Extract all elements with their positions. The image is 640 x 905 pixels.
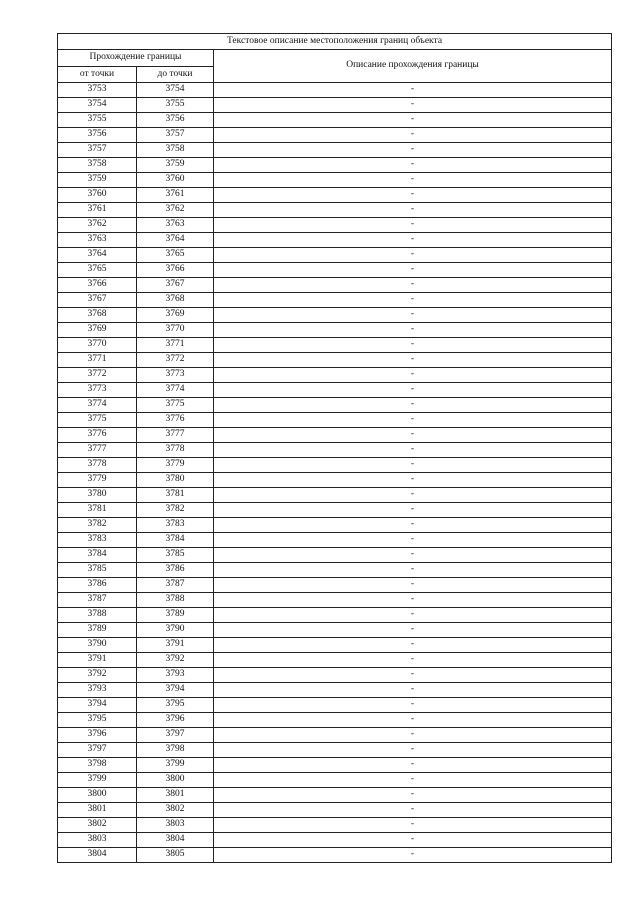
table-row: [58, 518, 612, 533]
cell-description: -: [214, 428, 612, 443]
table-row: [58, 698, 612, 713]
cell-from-point: 3793: [58, 683, 137, 698]
cell-from-point: 3774: [58, 398, 137, 413]
table-row: [58, 263, 612, 278]
cell-from-point: 3757: [58, 143, 137, 158]
cell-description: -: [214, 803, 612, 818]
table-row: [58, 818, 612, 833]
cell-to-point: 3758: [137, 143, 214, 158]
cell-from-point: 3801: [58, 803, 137, 818]
cell-from-point: 3766: [58, 278, 137, 293]
cell-description: -: [214, 368, 612, 383]
cell-from-point: 3778: [58, 458, 137, 473]
table-title: Текстовое описание местоположения границ объекта: [58, 34, 612, 50]
cell-from-point: 3765: [58, 263, 137, 278]
cell-from-point: 3786: [58, 578, 137, 593]
cell-description: -: [214, 578, 612, 593]
cell-from-point: 3781: [58, 503, 137, 518]
cell-from-point: 3760: [58, 188, 137, 203]
cell-to-point: 3805: [137, 848, 214, 863]
cell-from-point: 3770: [58, 338, 137, 353]
table-row: [58, 578, 612, 593]
cell-to-point: 3769: [137, 308, 214, 323]
table-row: [58, 833, 612, 848]
cell-description: -: [214, 338, 612, 353]
cell-from-point: 3789: [58, 623, 137, 638]
table-row: [58, 503, 612, 518]
table-row: [58, 128, 612, 143]
cell-description: -: [214, 758, 612, 773]
cell-from-point: 3785: [58, 563, 137, 578]
cell-from-point: 3790: [58, 638, 137, 653]
cell-from-point: 3798: [58, 758, 137, 773]
cell-from-point: 3776: [58, 428, 137, 443]
cell-description: -: [214, 833, 612, 848]
cell-from-point: 3768: [58, 308, 137, 323]
cell-to-point: 3755: [137, 98, 214, 113]
table-row: [58, 548, 612, 563]
table-row: [58, 338, 612, 353]
column-header-from-point: от точки: [58, 67, 137, 83]
cell-to-point: 3799: [137, 758, 214, 773]
cell-description: -: [214, 248, 612, 263]
cell-from-point: 3797: [58, 743, 137, 758]
cell-to-point: 3760: [137, 173, 214, 188]
cell-to-point: 3754: [137, 83, 214, 98]
cell-to-point: 3789: [137, 608, 214, 623]
table-row: [58, 653, 612, 668]
cell-to-point: 3785: [137, 548, 214, 563]
table-row: [58, 788, 612, 803]
table-row: [58, 323, 612, 338]
cell-description: -: [214, 653, 612, 668]
table-row: [58, 563, 612, 578]
cell-from-point: 3792: [58, 668, 137, 683]
table-row: [58, 743, 612, 758]
cell-description: -: [214, 563, 612, 578]
cell-to-point: 3759: [137, 158, 214, 173]
cell-description: -: [214, 83, 612, 98]
table-row: [58, 533, 612, 548]
cell-to-point: 3801: [137, 788, 214, 803]
cell-to-point: 3796: [137, 713, 214, 728]
cell-description: -: [214, 398, 612, 413]
cell-to-point: 3767: [137, 278, 214, 293]
table-row: [58, 428, 612, 443]
group-header-boundary-passage: Прохождение границы: [58, 50, 214, 67]
cell-description: -: [214, 728, 612, 743]
cell-from-point: 3753: [58, 83, 137, 98]
table-body: [58, 83, 612, 863]
cell-description: -: [214, 713, 612, 728]
cell-to-point: 3756: [137, 113, 214, 128]
cell-description: -: [214, 128, 612, 143]
table-row: [58, 83, 612, 98]
cell-to-point: 3804: [137, 833, 214, 848]
table-row: [58, 608, 612, 623]
cell-from-point: 3791: [58, 653, 137, 668]
table-row: [58, 113, 612, 128]
cell-from-point: 3759: [58, 173, 137, 188]
cell-description: -: [214, 173, 612, 188]
cell-from-point: 3762: [58, 218, 137, 233]
table-row: [58, 173, 612, 188]
cell-to-point: 3795: [137, 698, 214, 713]
cell-to-point: 3798: [137, 743, 214, 758]
cell-to-point: 3794: [137, 683, 214, 698]
cell-description: -: [214, 848, 612, 863]
table-row: [58, 368, 612, 383]
cell-description: -: [214, 263, 612, 278]
cell-to-point: 3792: [137, 653, 214, 668]
table-row: [58, 248, 612, 263]
table-row: [58, 353, 612, 368]
cell-description: -: [214, 323, 612, 338]
cell-from-point: 3783: [58, 533, 137, 548]
cell-from-point: 3773: [58, 383, 137, 398]
cell-description: -: [214, 668, 612, 683]
cell-description: -: [214, 98, 612, 113]
table-row: [58, 488, 612, 503]
cell-from-point: 3777: [58, 443, 137, 458]
table-row: [58, 218, 612, 233]
table-row: [58, 668, 612, 683]
cell-to-point: 3779: [137, 458, 214, 473]
table-row: [58, 593, 612, 608]
cell-description: -: [214, 593, 612, 608]
table-row: [58, 713, 612, 728]
cell-from-point: 3799: [58, 773, 137, 788]
table-row: [58, 458, 612, 473]
table-row: [58, 773, 612, 788]
cell-description: -: [214, 818, 612, 833]
column-header-description: Описание прохождения границы: [214, 50, 612, 83]
table-row: [58, 473, 612, 488]
cell-description: -: [214, 683, 612, 698]
cell-description: -: [214, 158, 612, 173]
cell-from-point: 3769: [58, 323, 137, 338]
cell-description: -: [214, 383, 612, 398]
cell-description: -: [214, 278, 612, 293]
cell-to-point: 3802: [137, 803, 214, 818]
table-row: [58, 143, 612, 158]
table-row: [58, 383, 612, 398]
cell-to-point: 3791: [137, 638, 214, 653]
cell-description: -: [214, 113, 612, 128]
cell-to-point: 3763: [137, 218, 214, 233]
cell-to-point: 3784: [137, 533, 214, 548]
cell-to-point: 3793: [137, 668, 214, 683]
cell-from-point: 3756: [58, 128, 137, 143]
table-row: [58, 758, 612, 773]
cell-description: -: [214, 548, 612, 563]
table-row: [58, 293, 612, 308]
cell-description: -: [214, 638, 612, 653]
cell-from-point: 3764: [58, 248, 137, 263]
cell-description: -: [214, 623, 612, 638]
cell-to-point: 3781: [137, 488, 214, 503]
column-header-to-point: до точки: [137, 67, 214, 83]
cell-from-point: 3754: [58, 98, 137, 113]
table-row: [58, 203, 612, 218]
cell-description: -: [214, 503, 612, 518]
cell-description: -: [214, 308, 612, 323]
cell-from-point: 3761: [58, 203, 137, 218]
cell-description: -: [214, 533, 612, 548]
cell-description: -: [214, 293, 612, 308]
table-row: [58, 308, 612, 323]
cell-from-point: 3782: [58, 518, 137, 533]
cell-to-point: 3797: [137, 728, 214, 743]
cell-from-point: 3794: [58, 698, 137, 713]
cell-from-point: 3800: [58, 788, 137, 803]
cell-description: -: [214, 218, 612, 233]
table-row: [58, 683, 612, 698]
cell-to-point: 3803: [137, 818, 214, 833]
cell-description: -: [214, 788, 612, 803]
cell-to-point: 3778: [137, 443, 214, 458]
cell-to-point: 3788: [137, 593, 214, 608]
cell-to-point: 3786: [137, 563, 214, 578]
cell-to-point: 3787: [137, 578, 214, 593]
cell-to-point: 3765: [137, 248, 214, 263]
cell-to-point: 3770: [137, 323, 214, 338]
cell-from-point: 3788: [58, 608, 137, 623]
cell-to-point: 3782: [137, 503, 214, 518]
cell-to-point: 3783: [137, 518, 214, 533]
cell-from-point: 3795: [58, 713, 137, 728]
cell-from-point: 3787: [58, 593, 137, 608]
table-row: [58, 188, 612, 203]
cell-to-point: 3771: [137, 338, 214, 353]
cell-from-point: 3796: [58, 728, 137, 743]
cell-description: -: [214, 188, 612, 203]
document-page: [57, 33, 611, 863]
table-row: [58, 443, 612, 458]
cell-from-point: 3802: [58, 818, 137, 833]
cell-description: -: [214, 518, 612, 533]
table-row: [58, 233, 612, 248]
cell-to-point: 3768: [137, 293, 214, 308]
table-row: [58, 278, 612, 293]
cell-to-point: 3757: [137, 128, 214, 143]
cell-description: -: [214, 698, 612, 713]
cell-to-point: 3777: [137, 428, 214, 443]
cell-to-point: 3761: [137, 188, 214, 203]
cell-description: -: [214, 143, 612, 158]
cell-description: -: [214, 458, 612, 473]
table-row: [58, 398, 612, 413]
table-row: [58, 158, 612, 173]
cell-to-point: 3790: [137, 623, 214, 638]
cell-to-point: 3780: [137, 473, 214, 488]
table-row: [58, 848, 612, 863]
cell-to-point: 3776: [137, 413, 214, 428]
table-row: [58, 413, 612, 428]
cell-to-point: 3800: [137, 773, 214, 788]
cell-to-point: 3764: [137, 233, 214, 248]
cell-description: -: [214, 443, 612, 458]
cell-description: -: [214, 773, 612, 788]
cell-to-point: 3773: [137, 368, 214, 383]
table-row: [58, 623, 612, 638]
cell-description: -: [214, 203, 612, 218]
cell-description: -: [214, 608, 612, 623]
cell-to-point: 3762: [137, 203, 214, 218]
cell-from-point: 3784: [58, 548, 137, 563]
cell-from-point: 3775: [58, 413, 137, 428]
cell-from-point: 3755: [58, 113, 137, 128]
table-row: [58, 638, 612, 653]
cell-from-point: 3803: [58, 833, 137, 848]
cell-from-point: 3779: [58, 473, 137, 488]
cell-to-point: 3766: [137, 263, 214, 278]
cell-from-point: 3804: [58, 848, 137, 863]
cell-to-point: 3774: [137, 383, 214, 398]
table-row: [58, 98, 612, 113]
cell-from-point: 3771: [58, 353, 137, 368]
cell-description: -: [214, 353, 612, 368]
cell-from-point: 3763: [58, 233, 137, 248]
cell-description: -: [214, 233, 612, 248]
table-row: [58, 803, 612, 818]
cell-from-point: 3772: [58, 368, 137, 383]
cell-from-point: 3780: [58, 488, 137, 503]
cell-description: -: [214, 473, 612, 488]
cell-description: -: [214, 413, 612, 428]
cell-to-point: 3772: [137, 353, 214, 368]
cell-from-point: 3758: [58, 158, 137, 173]
cell-to-point: 3775: [137, 398, 214, 413]
cell-description: -: [214, 743, 612, 758]
cell-description: -: [214, 488, 612, 503]
cell-from-point: 3767: [58, 293, 137, 308]
table-row: [58, 728, 612, 743]
boundary-description-table: [57, 33, 612, 863]
